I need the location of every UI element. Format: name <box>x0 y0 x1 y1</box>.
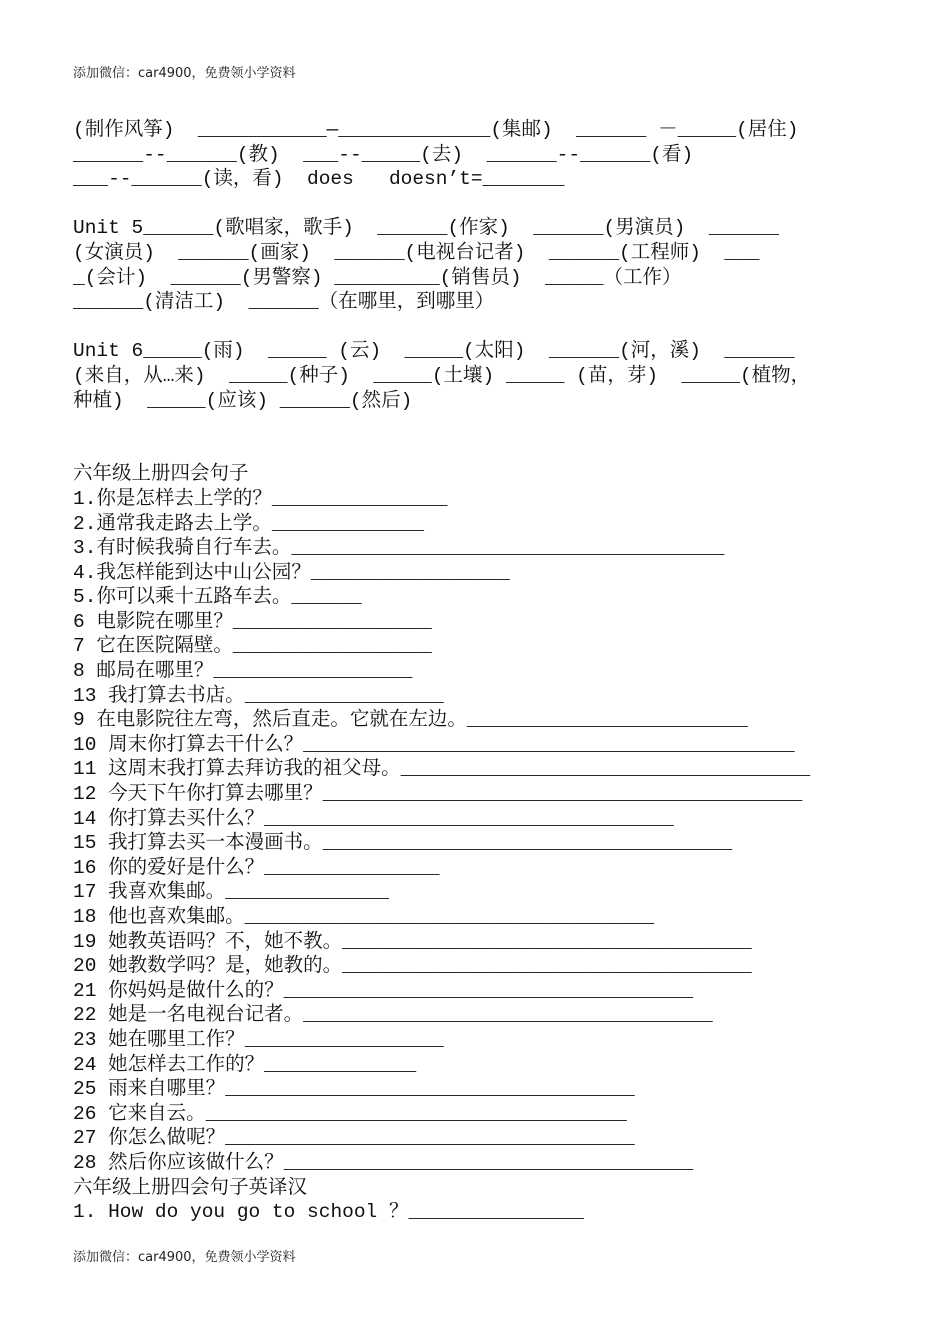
sentence-item: 2.通常我走路去上学。_____________ <box>73 512 425 535</box>
sentence-item: 21 你妈妈是做什么的？___________________________________ <box>73 979 694 1002</box>
sentence-item: 1.你是怎样去上学的？_______________ <box>73 487 448 510</box>
unit6-line: Unit 6_____(雨) _____ (云) _____(太阳) ______(河，溪) ______ <box>73 340 795 363</box>
sentence-item: 8 邮局在哪里？_________________ <box>73 660 413 683</box>
worksheet-content <box>73 118 913 1225</box>
sentence-item: 3.有时候我骑自行车去。_____________________________________ <box>73 537 725 560</box>
sentence-item: 12 今天下午你打算去哪里？_________________________________________ <box>73 783 803 806</box>
sentence-item: 17 我喜欢集邮。______________ <box>73 881 389 904</box>
unit5-line: _(会计) ______(男警察) _________(销售员) _____（工作） <box>73 266 682 289</box>
unit6-line: 种植) _____(应该) ______(然后) <box>73 389 413 412</box>
unit6-line: (来自，从…来) _____(种子) _____(土壤) _____ (苗，芽) _____(植物， <box>73 364 811 387</box>
sentence-item: 9 在电影院往左弯，然后直走。它就在左边。________________________ <box>73 709 748 732</box>
sentence-item: 28 然后你应该做什么？___________________________________ <box>73 1151 694 1174</box>
sentence-item: 6 电影院在哪里？_________________ <box>73 610 432 633</box>
sentence-item: 25 雨来自哪里？___________________________________ <box>73 1078 635 1101</box>
sentence-item: 19 她教英语吗？不，她不教。___________________________________ <box>73 930 752 953</box>
sentence-item: 20 她教数学吗？是，她教的。___________________________________ <box>73 955 752 978</box>
sentence-item: 14 你打算去买什么？___________________________________ <box>73 807 674 830</box>
sentence-item: 24 她怎样去工作的？_____________ <box>73 1053 417 1076</box>
vocab-line: (制作风筝) ___________—_____________(集邮) ______ －_____(居住) <box>73 119 799 141</box>
sentences-heading: 六年级上册四会句子 <box>73 463 249 486</box>
sentence-item: 5.你可以乘十五路车去。______ <box>73 586 362 609</box>
unit5-line: (女演员) ______(画家) ______(电视台记者) ______(工程师) ___ <box>73 241 760 264</box>
sentence-item: 15 我打算去买一本漫画书。___________________________________ <box>73 832 733 855</box>
sentence-item: 11 这周末我打算去拜访我的祖父母。___________________________________ <box>73 758 811 781</box>
vocab-line: ___--______(读，看) does doesn’t=_______ <box>73 168 565 191</box>
unit5-line: ______(清洁工) ______（在哪里，到哪里） <box>73 291 495 314</box>
translation-heading: 六年级上册四会句子英译汉 <box>73 1176 308 1199</box>
sentence-item: 23 她在哪里工作？_________________ <box>73 1028 444 1051</box>
translation-line: 1. How do you go to school ？_______________ <box>73 1201 584 1224</box>
sentence-item: 13 我打算去书店。_________________ <box>73 684 444 707</box>
sentence-item: 18 他也喜欢集邮。___________________________________ <box>73 906 655 928</box>
sentence-item: 4.我怎样能到达中山公园？_________________ <box>73 561 510 584</box>
sentence-item: 26 它来自云。____________________________________ <box>73 1102 627 1125</box>
page-footer-note: 添加微信：car4900，免费领小学资料 <box>73 1250 296 1265</box>
sentence-item: 10 周末你打算去干什么？__________________________________________ <box>73 733 795 756</box>
sentence-item: 16 你的爱好是什么？_______________ <box>73 856 440 879</box>
unit5-line: Unit 5______(歌唱家，歌手) ______(作家) ______(男演员) ______ <box>73 217 779 240</box>
vocab-line: ______--______(教) ___--_____(去) ______--______(看) <box>73 143 694 166</box>
sentence-item: 22 她是一名电视台记者。___________________________________ <box>73 1004 713 1027</box>
sentence-item: 7 它在医院隔壁。_________________ <box>73 635 432 658</box>
sentence-item: 27 你怎么做呢？___________________________________ <box>73 1127 635 1150</box>
page-header-note: 添加微信：car4900，免费领小学资料 <box>73 66 296 81</box>
